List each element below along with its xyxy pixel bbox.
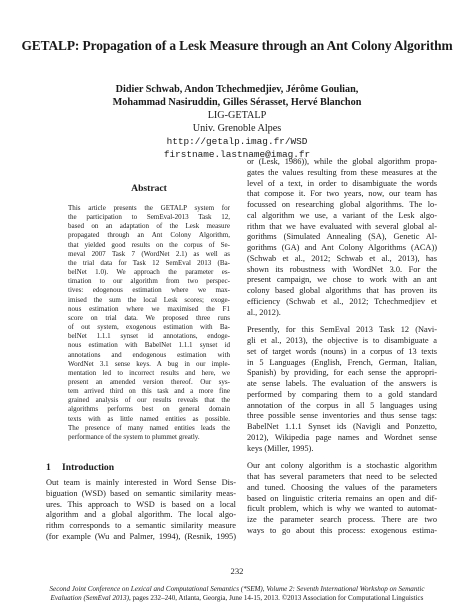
abstract-body	[68, 204, 230, 442]
text-line: 2012), Wikipedia page names and Wordnet sense	[247, 432, 437, 442]
text-line: BabelNet 1.1.1 Synset ids (Navigli and Ponzetto,	[247, 422, 437, 431]
footer-details: , pages 232–240, Atlanta, Georgia, June 14-15, 2013. ©2013 Association for Computational Linguistics	[128, 594, 424, 603]
text-line: Presently, for this SemEval 2013 Task 12 (Navi-	[247, 325, 437, 335]
text-line: belNet 1.0). We approach the parameter es-	[68, 268, 230, 277]
affiliation-university: Univ. Grenoble Alpes	[192, 122, 282, 134]
right-column	[247, 157, 437, 537]
author-email: firstname.lastname@imag.fr	[163, 148, 311, 160]
text-line: that compose it. For two years, now, our team has	[247, 189, 437, 199]
section-number: 1	[46, 462, 51, 473]
text-line: ures. This approach to WSD is based on a local	[46, 499, 236, 509]
right-column-paragraph-1	[247, 157, 437, 318]
text-line: algorithm and a global algorithm. The local algo-	[46, 510, 236, 520]
text-line: WordNet 3.1 sense keys. A bug in our imple-	[68, 359, 230, 368]
footer-line-1: Second Joint Conference on Lexical and Computational Semantics (*SEM), Volume 2: Seventh International Workshop on Semantic	[49, 585, 425, 593]
author-block	[40, 84, 434, 161]
text-line: texts with as little named entities as possible.	[68, 414, 230, 423]
text-line: al., 2012).	[247, 307, 281, 317]
text-line: cal algorithm we use, a variant of the Lesk algo-	[247, 210, 437, 220]
text-line: nous estimation where we maximised the F1	[68, 304, 230, 313]
text-line: algorithms performs best on general domain	[68, 405, 230, 414]
footer-citation	[30, 585, 444, 603]
right-column-paragraph-2	[247, 325, 437, 454]
text-line: score on trial data. We proposed three runs	[68, 313, 230, 322]
section-title: Introduction	[62, 462, 115, 473]
text-line: and tuned. Choosing the values of the parameters	[247, 482, 437, 492]
text-line: meval 2007 Task 7 (WordNet 2.1) as well as	[68, 249, 230, 258]
text-line: (for example (Wu and Palmer, 1994), (Resnik, 1995)	[46, 531, 236, 541]
text-line: gorithms (GA) and Ant Colony Algorithms (ACA))	[247, 243, 437, 252]
text-line: or (Lesk, 1986)), while the global algorithm propa-	[247, 157, 437, 166]
text-line: (Schwab et al., 2012; Schwab et al., 2013), has	[247, 253, 437, 263]
text-line: rithm that we have evaluated with several global al-	[247, 221, 437, 231]
paper-title: GETALP: Propagation of a Lesk Measure through an Ant Colony Algorithm	[21, 38, 453, 53]
footer-venue: Evaluation (SemEval 2013)	[50, 594, 129, 603]
text-line: Spanish) by providing, for each sense the appropri-	[247, 368, 437, 378]
text-line: the participation to SemEval-2013 Task 12,	[68, 213, 230, 222]
text-line: in 5 Languages (English, French, German, Italian,	[247, 357, 437, 367]
text-line: tem arrived third on this task and a more fine	[68, 387, 230, 396]
text-line: based on an adaptation of the Lesk measure	[68, 222, 230, 231]
text-line: This article presents the GETALP system for	[68, 204, 230, 212]
author-names-line-2: Mohammad Nasiruddin, Gilles Sérasset, Hervé Blanchon	[112, 96, 362, 108]
text-line: Our ant colony algorithm is a stochastic algorithm	[247, 461, 437, 471]
text-line: Out team is mainly interested in Word Sense Dis-	[46, 478, 236, 487]
text-line: focussed on researching global algorithms. The lo-	[247, 200, 437, 209]
text-line: gorithms (Simulated Annealing (SA), Genetic Al-	[247, 232, 437, 242]
author-names-line-1: Didier Schwab, Andon Tchechmedjiev, Jérôme Goulian,	[115, 84, 359, 95]
text-line: the trial data for Task 12 SemEval 2013 (Ba-	[68, 258, 230, 267]
text-line: ize the parameter search process. There are two	[247, 515, 437, 524]
text-line: based on linguistic criteria remains an open and dif-	[247, 493, 437, 503]
footer-line-2	[30, 594, 444, 603]
text-line: that has several parameters that need to be selected	[247, 472, 437, 481]
text-line: propagated through an Ant Colony Algorithm,	[68, 231, 230, 240]
page-number: 232	[230, 566, 244, 576]
text-line: level of a text, in order to disambiguate the words	[247, 178, 437, 188]
text-line: gli et al., 2013), the objective is to disambiguate a	[247, 336, 437, 345]
text-line: performed by comparing them to a gold standard	[247, 389, 437, 399]
affiliation-lab: LIG-GETALP	[207, 109, 267, 121]
text-line: ate sense labels. The evaluation of the answers is	[247, 379, 437, 388]
text-line: timation to our algorithm from two perspec-	[68, 277, 230, 286]
text-line: The presence of many named entities leads the	[68, 423, 230, 432]
introduction-body	[46, 478, 236, 543]
text-line: mentation led to incorrect results and here, we	[68, 368, 230, 377]
text-line: biguation (WSD) based on semantic similarity meas-	[46, 488, 236, 498]
text-line: set of target words (nouns) in a corpus of 13 texts	[247, 346, 437, 356]
text-line: of out system, exogenous estimation with Ba-	[68, 323, 230, 332]
text-line: gates the values resulting from these measures at the	[247, 167, 437, 177]
text-line: efficiency (Schwab et al., 2012; Tchechmedjiev et	[247, 296, 437, 306]
right-column-paragraph-3	[247, 461, 437, 536]
introduction-heading	[46, 462, 114, 473]
text-line: tives: edogenous estimation where we max-	[68, 286, 230, 295]
text-line: belNet 1.1.1 synset id annotations, endoge-	[68, 332, 230, 341]
text-line: ways to go about this process: exogenous estima-	[247, 525, 437, 535]
text-line: three possible sense inventories and thus sense tags:	[247, 411, 437, 421]
text-line: ficult problem, which is why we wanted to automat-	[247, 504, 437, 514]
text-line: colony based global algorithms that has proven its	[247, 286, 437, 295]
text-line: keys (Miller, 1995).	[247, 443, 314, 453]
text-line: annotation of the corpus in all 5 languages using	[247, 400, 437, 410]
text-line: performance of the system to plummet greatly.	[68, 432, 200, 441]
text-line: that yielded good results on the corpus of Se-	[68, 240, 230, 249]
text-line: present an amended version thereof. Our sys-	[68, 377, 230, 386]
project-url: http://getalp.imag.fr/WSD	[166, 135, 308, 147]
abstract-heading: Abstract	[131, 183, 167, 194]
text-line: imised the sum the local Lesk scores; exoge-	[68, 295, 230, 304]
text-line: present campaign, we chose to work with an ant	[247, 275, 437, 285]
text-line: annotations and endogenous estimation with	[68, 350, 230, 359]
text-line: rithm corresponds to a semantic similarity measure	[46, 521, 236, 530]
text-line: grained analysis of our results reveals that the	[68, 396, 230, 405]
text-line: shown its robustness with WordNet 3.0. For the	[247, 264, 437, 274]
text-line: nous estimation with BabelNet 1.1.1 synset id	[68, 341, 230, 350]
